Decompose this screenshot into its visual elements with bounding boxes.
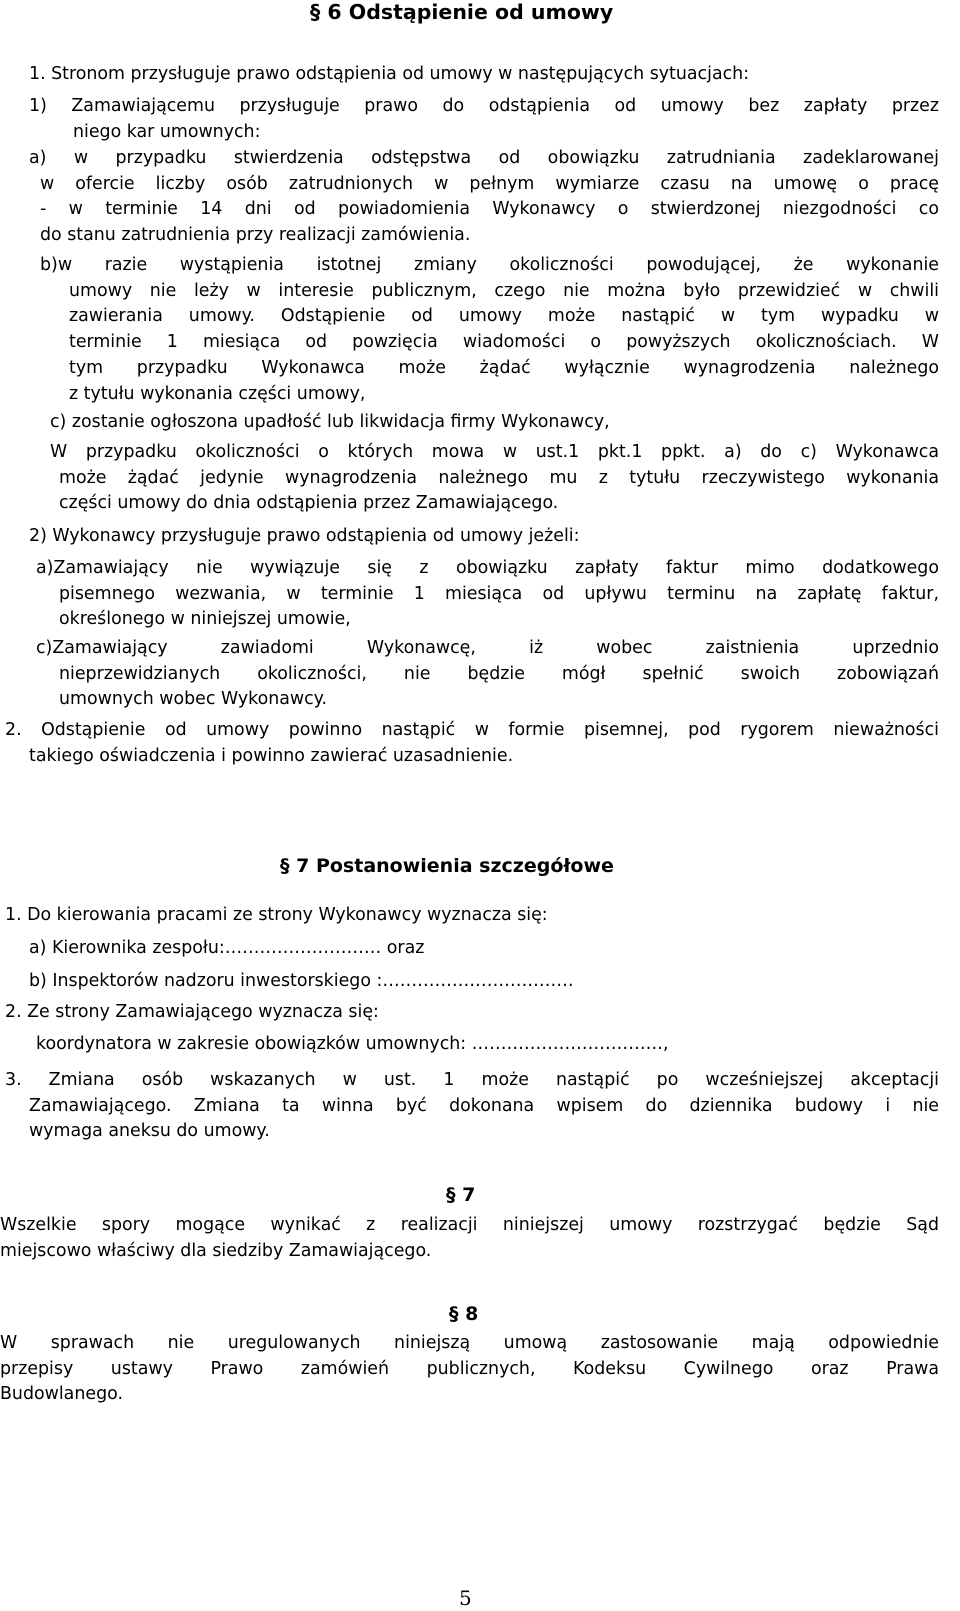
text-line: do stanu zatrudnienia przy realizacji zamówienia. bbox=[40, 225, 471, 246]
section-8-text bbox=[0, 1331, 939, 1408]
s6-point-1-2: 2) Wykonawcy przysługuje prawo odstąpienia od umowy jeżeli: bbox=[29, 526, 580, 546]
s7-point-2-line: koordynatora w zakresie obowiązków umownych: ……………………………, bbox=[36, 1034, 669, 1054]
s6-point-1-b bbox=[40, 253, 939, 407]
section-8-title: § 8 bbox=[449, 1303, 479, 1325]
s6-point-1-a bbox=[29, 146, 939, 249]
s7-point-1-a: a) Kierownika zespołu:……………………… oraz bbox=[29, 938, 425, 958]
text-line: zawierania umowy. Odstąpienie od umowy może nastąpić w tym wypadku w bbox=[69, 306, 939, 327]
text-line: pisemnego wezwania, w terminie 1 miesiąca od upływu terminu na zapłatę faktur, bbox=[59, 583, 939, 604]
s6-point-1-c: c) zostanie ogłoszona upadłość lub likwidacja firmy Wykonawcy, bbox=[50, 412, 610, 432]
text-line: z tytułu wykonania części umowy, bbox=[69, 383, 366, 404]
s7-point-3 bbox=[5, 1068, 939, 1145]
text-line: terminie 1 miesiąca od powzięcia wiadomości o powyższych okolicznościach. W bbox=[69, 332, 939, 353]
s6-point-1-1 bbox=[29, 94, 939, 145]
text-line: a)Zamawiający nie wywiązuje się z obowiązku zapłaty faktur mimo dodatkowego bbox=[36, 558, 939, 578]
text-line: może żądać jedynie wynagrodzenia należnego mu z tytułu rzeczywistego wykonania bbox=[59, 467, 939, 488]
text-line: części umowy do dnia odstąpienia przez Zamawiającego. bbox=[59, 493, 559, 514]
text-line: c)Zamawiający zawiadomi Wykonawcę, iż wobec zaistnienia uprzednio bbox=[36, 638, 939, 658]
section-7b-text bbox=[0, 1213, 939, 1264]
text-line: 1) Zamawiającemu przysługuje prawo do odstąpienia od umowy bez zapłaty przez bbox=[29, 96, 939, 116]
text-line: b)w razie wystąpienia istotnej zmiany okoliczności powodującej, że wykonanie bbox=[40, 255, 939, 275]
s6-point-2 bbox=[5, 718, 939, 769]
s6-point-1-note bbox=[50, 440, 939, 517]
section-6-title: § 6 Odstąpienie od umowy bbox=[310, 0, 614, 24]
text-line: nieprzewidzianych okoliczności, nie będzie mógł spełnić swoich zobowiązań bbox=[59, 663, 939, 684]
s7-point-1-b: b) Inspektorów nadzoru inwestorskiego :…………………………… bbox=[29, 971, 574, 991]
text-line: a) w przypadku stwierdzenia odstępstwa od obowiązku zatrudniania zadeklarowanej bbox=[29, 148, 939, 168]
s7-point-1: 1. Do kierowania pracami ze strony Wykonawcy wyznacza się: bbox=[5, 905, 548, 925]
text-line: takiego oświadczenia i powinno zawierać uzasadnienie. bbox=[29, 745, 514, 766]
text-line: 2. Odstąpienie od umowy powinno nastąpić w formie pisemnej, pod rygorem nieważności bbox=[5, 720, 939, 740]
text-line: niego kar umownych: bbox=[73, 121, 261, 142]
s6-point-2-a bbox=[36, 556, 939, 633]
text-line: tym przypadku Wykonawca może żądać wyłącznie wynagrodzenia należnego bbox=[69, 357, 939, 378]
section-7-title: § 7 Postanowienia szczegółowe bbox=[280, 855, 614, 877]
section-7b-title: § 7 bbox=[446, 1184, 476, 1206]
text-line: wymaga aneksu do umowy. bbox=[29, 1121, 270, 1142]
page-number: 5 bbox=[459, 1586, 472, 1610]
text-line: miejscowo właściwy dla siedziby Zamawiającego. bbox=[0, 1240, 432, 1261]
s6-point-1-intro: 1. Stronom przysługuje prawo odstąpienia od umowy w następujących sytuacjach: bbox=[29, 64, 750, 84]
s7-point-2: 2. Ze strony Zamawiającego wyznacza się: bbox=[5, 1002, 379, 1022]
s6-point-2-c bbox=[36, 636, 939, 713]
text-line: umowy nie leży w interesie publicznym, czego nie można było przewidzieć w chwili bbox=[69, 280, 939, 301]
text-line: określonego w niniejszej umowie, bbox=[59, 609, 351, 630]
text-line: przepisy ustawy Prawo zamówień publicznych, Kodeksu Cywilnego oraz Prawa bbox=[0, 1358, 939, 1379]
text-line: 3. Zmiana osób wskazanych w ust. 1 może nastąpić po wcześniejszej akceptacji bbox=[5, 1070, 939, 1090]
text-line: W przypadku okoliczności o których mowa w ust.1 pkt.1 ppkt. a) do c) Wykonawca bbox=[50, 442, 939, 462]
text-line: w ofercie liczby osób zatrudnionych w pełnym wymiarze czasu na umowę o pracę bbox=[40, 173, 939, 194]
text-line: - w terminie 14 dni od powiadomienia Wykonawcy o stwierdzonej niezgodności co bbox=[40, 199, 939, 220]
text-line: Zamawiającego. Zmiana ta winna być dokonana wpisem do dziennika budowy i nie bbox=[29, 1095, 939, 1116]
text-line: W sprawach nie uregulowanych niniejszą umową zastosowanie mają odpowiednie bbox=[0, 1333, 939, 1353]
text-line: Budowlanego. bbox=[0, 1384, 123, 1405]
text-line: Wszelkie spory mogące wynikać z realizacji niniejszej umowy rozstrzygać będzie Sąd bbox=[0, 1215, 939, 1235]
text-line: umownych wobec Wykonawcy. bbox=[59, 689, 328, 710]
